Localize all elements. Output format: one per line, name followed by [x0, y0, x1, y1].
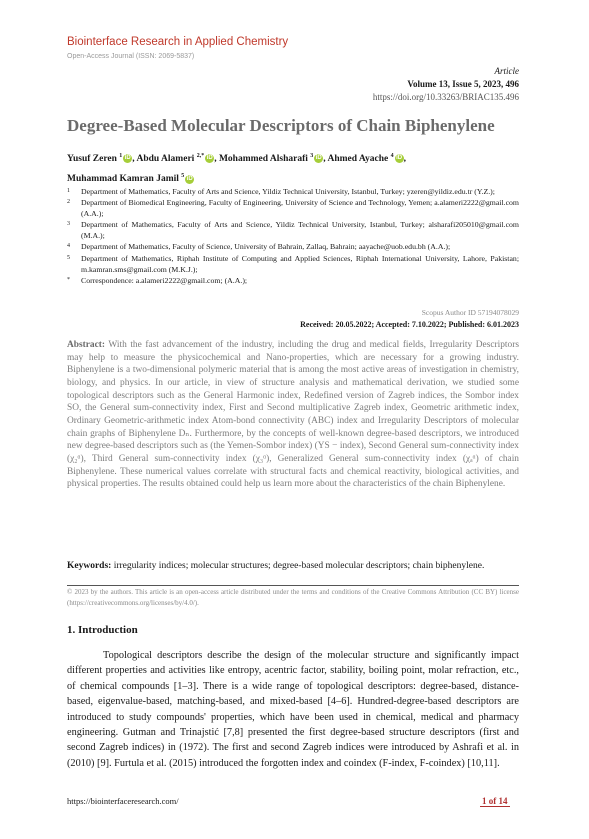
keywords-label: Keywords:	[67, 561, 112, 571]
author-affiliation-mark: 4	[390, 153, 394, 159]
affiliation-item: 4 Department of Mathematics, Faculty of Science, University of Bahrain, Zallaq, Bahrain; aayache@uob.edu.bh (A.A.);	[67, 242, 451, 252]
author-affiliation-mark: 2,*	[196, 153, 205, 159]
keywords-text: irregularity indices; molecular structures; degree-based molecular descriptors; chain biphenylene.	[113, 561, 485, 571]
author-name: Muhammad Kamran Jamil	[67, 174, 179, 185]
author-affiliation-mark: 5	[181, 173, 185, 180]
author-name: Yusuf Zeren	[67, 154, 117, 165]
orcid-icon[interactable]: iD	[124, 155, 131, 162]
abstract	[67, 339, 519, 491]
article-type: Article	[494, 66, 519, 76]
orcid-icon[interactable]: iD	[396, 155, 403, 162]
keywords	[67, 560, 519, 573]
author-name: Abdu Alameri	[136, 154, 195, 165]
journal-name: Biointerface Research in Applied Chemistry	[67, 36, 289, 48]
scopus-id: Scopus Author ID 57194078029	[421, 308, 519, 317]
abstract-label: Abstract:	[67, 340, 106, 350]
affiliation-item: 1 Department of Mathematics, Faculty of Arts and Science, Yildiz Technical University, Istanbul, Turkey; yzeren@yildiz.edu.tr (Y.Z.);	[67, 187, 495, 196]
footer-url[interactable]: https://biointerfaceresearch.com/	[67, 796, 179, 806]
author-name: Ahmed Ayache	[327, 154, 389, 165]
doi-link[interactable]: https://doi.org/10.33263/BRIAC135.496	[372, 92, 519, 102]
orcid-icon[interactable]: iD	[206, 155, 213, 162]
affiliation-item: 2 Department of Biomedical Engineering, Faculty of Engineering, University of Science and Technology, Yemen; a.alameri2222@gmail.com (A.A.);	[67, 198, 519, 219]
license-notice: © 2023 by the authors. This article is an open-access article distributed under the terms and conditions of the Creative Commons Attribution (CC BY) license (https://creativecommons.org/licenses/by/4.0/).	[67, 588, 519, 607]
journal-issn: Open-Access Journal (ISSN: 2069-5837)	[67, 53, 195, 60]
divider	[67, 585, 519, 586]
volume-info: Volume 13, Issue 5, 2023, 496	[407, 79, 519, 89]
paper-title: Degree-Based Molecular Descriptors of Chain Biphenylene	[67, 116, 495, 135]
affiliation-item: 3 Department of Mathematics, Faculty of Arts and Science, Yildiz Technical University, Istanbul, Turkey; alsharafi205010@gmail.com (M.A.);	[67, 220, 519, 241]
intro-text: Topological descriptors describe the design of the molecular structure and significantly impact different properties and activities like entropy, acentric factor, stability, boiling point, molar refraction, etc., of chemical compounds [1–3]. There is a wide range of topological descriptors: degree-based, distance-based, eigenvalue-based, matching-based, and mixed-based [4–6]. Hundred-degree-based descriptors are introduced to study compounds' properties, which have been used in chemical, medical and pharmacy engineering. Gutman and Trinajstić [7,8] presented the first degree-based structure descriptors (first and second Zagreb indices) in (1972). The first and second Zagreb indices were introduced by Ashrafi et al. in (2010) [9]. Furtula et al. (2015) introduced the forgotten index and coindex (F-index, F-coindex) [10,11].	[67, 650, 519, 769]
affiliation-item: 5 Department of Mathematics, Riphah Institute of Computing and Applied Sciences, Riphah International University, Lahore, Pakistan; m.kamran.sms@gmail.com (M.K.J.);	[67, 253, 519, 274]
author-list: Yusuf Zeren $^1$ iD , Abdu Alameri $^{2,*}$ iD , Mohammed Alsharafi $^3$ iD , Ahmed Ayache $^4$ iD , Muhammad Kamran Jamil $^5$ iD	[67, 153, 407, 185]
author-name: Mohammed Alsharafi	[218, 154, 308, 165]
orcid-icon[interactable]: iD	[186, 175, 193, 182]
publication-dates: Received: 20.05.2022; Accepted: 7.10.2022; Published: 6.01.2023	[300, 320, 519, 329]
section-heading: 1. Introduction	[67, 624, 138, 636]
abstract-text: With the fast advancement of the industry, including the drug and medical fields, Irregularity Descriptors may help to measure the physicochemical and Nano-properties, which are necessary for a growing industry. Biphenylene is a two-dimensional polymeric material that is among the most active areas of investigation in chemistry, biology, and physics. In our article, in view of structure analysis and mathematical derivation, we studied some topological descriptors such as the General Harmonic index, Redefined version of Zagreb indices, the Sombor index SO, the General sum-connectivity index, First and Second multiplicative Zagreb index, Geometric arithmetic index, Ordinary Geometric-arithmetic index Atom-bond connectivity (ABC) index and Irregularity Descriptors of molecular chain graphs of Biphenylene Dₙ. Furthermore, by the concepts of well-known degree-based descriptors, we introduced new degree-based descriptors such as (the Yemen-Sombor index) (YS − index), Second General sum-connectivity index (χ₂ᵅ), Third General sum-connectivity index (χ₃ᵅ), Generalized General sum-connectivity index (χₐᵅ) of chain Biphenylene. These numerical values correlate with structural facts and chemical reactivity, biological activities, and physical properties. The results obtained could help us learn more about the characteristics of the chain Biphenylene.	[67, 340, 519, 490]
author-affiliation-mark: 1	[119, 153, 123, 159]
correspondence-item: * Correspondence: a.alameri2222@gmail.com; (A.A.);	[67, 275, 248, 285]
intro-paragraph	[67, 648, 519, 771]
author-affiliation-mark: 3	[310, 153, 314, 159]
affiliations	[67, 186, 519, 286]
orcid-icon[interactable]: iD	[315, 155, 322, 162]
page-number: 1 of 14	[482, 796, 508, 806]
